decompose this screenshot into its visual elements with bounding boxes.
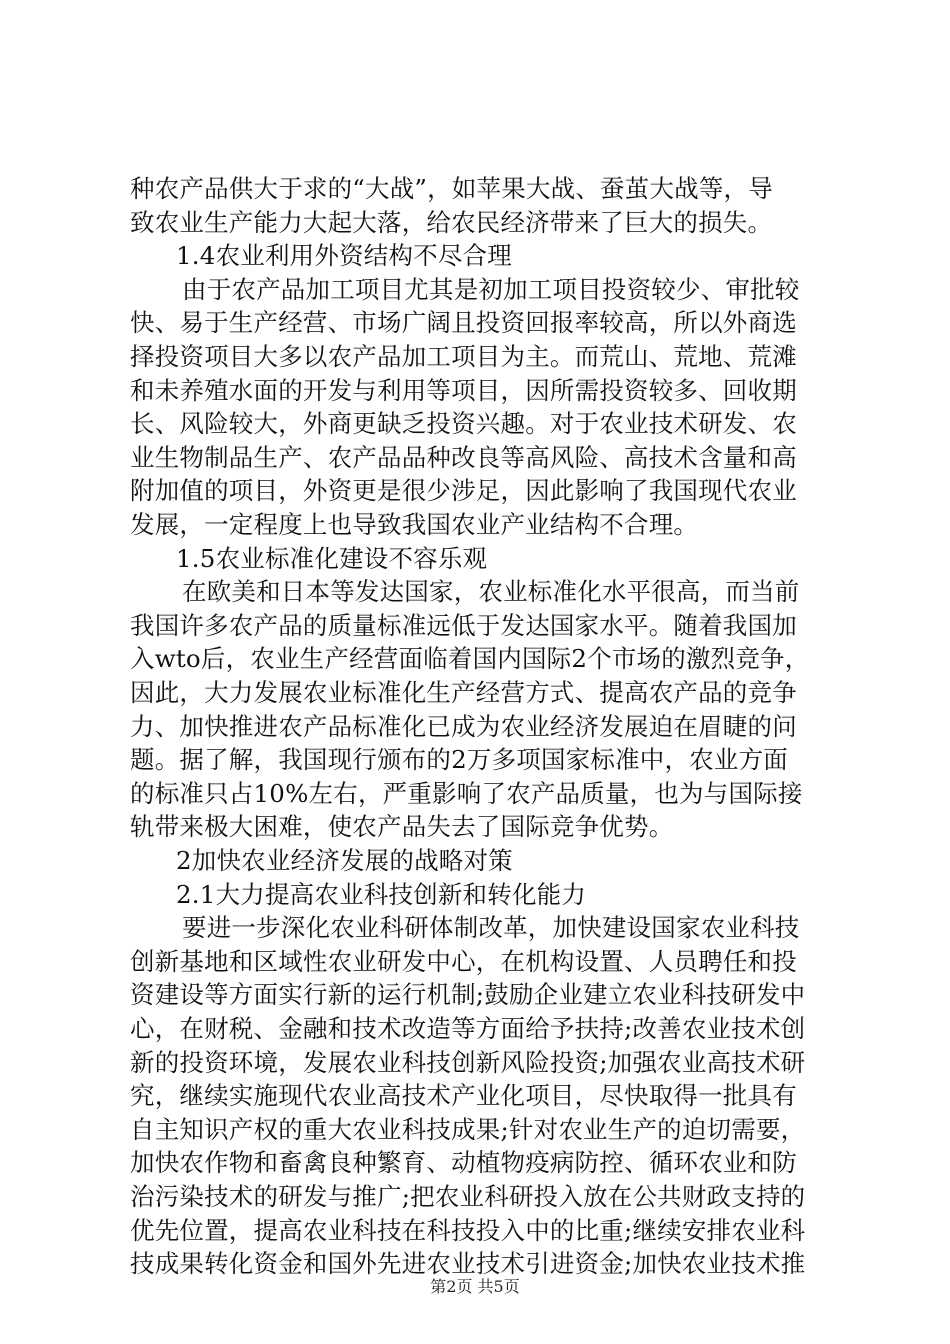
body-text-line: 在欧美和日本等发达国家，农业标准化水平很高，而当前 — [182, 577, 800, 606]
body-text-line: 要进一步深化农业科研体制改革，加快建设国家农业科技 — [182, 913, 800, 942]
section-heading-2-1: 2.1大力提高农业科技创新和转化能力 — [176, 880, 587, 909]
body-text-line: 附加值的项目，外资更是很少涉足，因此影响了我国现代农业 — [130, 476, 797, 505]
section-heading-2: 2加快农业经济发展的战略对策 — [176, 846, 513, 875]
body-text-line: 优先位置，提高农业科技在科技投入中的比重;继续安排农业科 — [130, 1216, 806, 1245]
body-text-line: 究，继续实施现代农业高技术产业化项目，尽快取得一批具有 — [130, 1081, 797, 1110]
body-text-line: 力、加快推进农产品标准化已成为农业经济发展迫在眉睫的问 — [130, 712, 797, 741]
body-text-line: 资建设等方面实行新的运行机制;鼓励企业建立农业科技研发中 — [130, 980, 806, 1009]
body-text-line: 择投资项目大多以农产品加工项目为主。而荒山、荒地、荒滩 — [130, 342, 797, 371]
body-text-line: 题。据了解，我国现行颁布的2万多项国家标准中，农业方面 — [130, 745, 788, 774]
body-text-line: 我国许多农产品的质量标准远低于发达国家水平。随着我国加 — [130, 611, 797, 640]
section-heading-1-4: 1.4农业利用外资结构不尽合理 — [176, 241, 512, 270]
section-heading-1-5: 1.5农业标准化建设不容乐观 — [176, 544, 488, 573]
body-text-line: 长、风险较大，外商更缺乏投资兴趣。对于农业技术研发、农 — [130, 409, 797, 438]
body-text-line: 加快农作物和畜禽良种繁育、动植物疫病防控、循环农业和防 — [130, 1148, 797, 1177]
body-text-line: 自主知识产权的重大农业科技成果;针对农业生产的迫切需要， — [130, 1115, 806, 1144]
body-text-line: 入wto后，农业生产经营面临着国内国际2个市场的激烈竞争， — [130, 644, 810, 673]
body-text-line: 创新基地和区域性农业研发中心，在机构设置、人员聘任和投 — [130, 947, 797, 976]
body-text-line: 快、易于生产经营、市场广阔且投资回报率较高，所以外商选 — [130, 308, 797, 337]
body-text-line: 业生物制品生产、农产品品种改良等高风险、高技术含量和高 — [130, 443, 797, 472]
body-text-line: 治污染技术的研发与推广;把农业科研投入放在公共财政支持的 — [130, 1182, 806, 1211]
body-text-line: 轨带来极大困难，使农产品失去了国际竞争优势。 — [130, 812, 674, 841]
body-text-line: 致农业生产能力大起大落，给农民经济带来了巨大的损失。 — [130, 208, 773, 237]
body-text-line: 新的投资环境，发展农业科技创新风险投资;加强农业高技术研 — [130, 1048, 806, 1077]
body-text-line: 因此，大力发展农业标准化生产经营方式、提高农产品的竞争 — [130, 678, 797, 707]
body-text-line: 和未养殖水面的开发与利用等项目，因所需投资较多、回收期 — [130, 376, 797, 405]
page-number-footer: 第2页 共5页 — [430, 1277, 520, 1296]
body-text-line: 由于农产品加工项目尤其是初加工项目投资较少、审批较 — [182, 275, 800, 304]
body-text-line: 心，在财税、金融和技术改造等方面给予扶持;改善农业技术创 — [130, 1014, 806, 1043]
body-text-line: 发展，一定程度上也导致我国农业产业结构不合理。 — [130, 510, 699, 539]
body-text-line: 技成果转化资金和国外先进农业技术引进资金;加快农业技术推 — [130, 1249, 806, 1278]
body-text-line: 的标准只占10%左右，严重影响了农产品质量，也为与国际接 — [130, 779, 803, 808]
body-text-line: 种农产品供大于求的“大战”，如苹果大战、蚕茧大战等，导 — [130, 174, 773, 203]
